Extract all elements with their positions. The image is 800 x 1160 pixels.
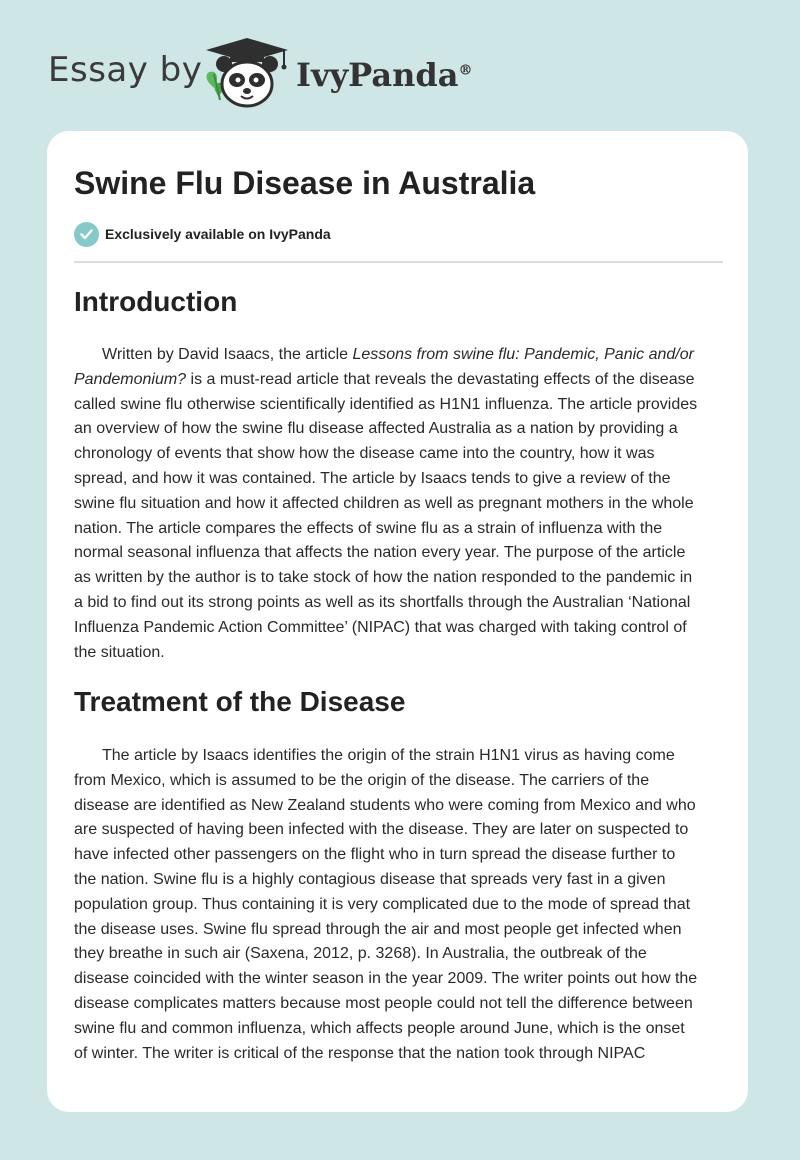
- section-heading-treatment: Treatment of the Disease: [74, 686, 406, 717]
- brand-prefix: Essay by: [48, 50, 203, 90]
- paragraph-line: normal seasonal influenza that affects the nation every year. The purpose of the article: [74, 544, 686, 562]
- paragraph-line: are suspected of having been infected with the disease. They are later on suspected to: [74, 821, 689, 839]
- section-heading-introduction: Introduction: [74, 286, 238, 317]
- paragraph-line: disease coincided with the winter season in the year 2009. The writer points out how the: [74, 970, 698, 988]
- essay-title: Swine Flu Disease in Australia: [74, 165, 536, 201]
- paragraph-line: The article by Isaacs identifies the origin of the strain H1N1 virus as having come: [102, 747, 675, 764]
- paragraph-line: have infected other passengers on the flight who in turn spread the disease further to: [74, 846, 676, 864]
- paragraph-line: an overview of how the swine flu disease affected Australia as a nation by providing a: [74, 420, 678, 438]
- paragraph-line: from Mexico, which is assumed to be the origin of the disease. The carriers of the: [74, 771, 650, 789]
- paragraph-line: they breathe in such air (Saxena, 2012, p. 3268). In Australia, the outbreak of the: [74, 945, 647, 963]
- paragraph-line: Written by David Isaacs, the article Lessons from swine flu: Pandemic, Panic and/or: [102, 346, 694, 363]
- brand-name[interactable]: IvyPanda®: [296, 56, 473, 94]
- paragraph-line: swine flu and common influenza, which affects people around June, which is the onset: [74, 1019, 685, 1037]
- panda-logo-icon[interactable]: [200, 34, 295, 109]
- paragraph-line: the disease uses. Swine flu spread through the air and most people get infected when: [74, 920, 682, 938]
- article-title-citation: Pandemonium?: [74, 370, 187, 388]
- checkmark-icon: [74, 222, 99, 247]
- paragraph-treatment: [74, 744, 723, 1066]
- divider: [74, 261, 723, 263]
- paragraph-line: as written by the author is to take stock of how the nation responded to the pandemic in: [74, 569, 693, 587]
- paragraph-line: chronology of events that show how the disease came into the country, how it was: [74, 445, 655, 463]
- article-title-citation: Lessons from swine flu: Pandemic, Panic and/or: [352, 346, 694, 363]
- paragraph-line: swine flu situation and how it affected children as well as pregnant mothers in the whole: [74, 494, 694, 512]
- paragraph-introduction: [74, 343, 723, 665]
- paragraph-line: disease complicates matters because most people could not tell the difference between: [74, 994, 693, 1012]
- paragraph-line: Influenza Pandemic Action Committee’ (NIPAC) that was charged with taking control of: [74, 618, 687, 636]
- paragraph-line: spread, and how it was contained. The article by Isaacs tends to give a review of the: [74, 469, 671, 487]
- paragraph-line: nation. The article compares the effects of swine flu as a strain of influenza with the: [74, 519, 663, 537]
- paragraph-line: disease are identified as New Zealand students who were coming from Mexico and who: [74, 796, 696, 814]
- paragraph-line: a bid to find out its strong points as well as its shortfalls through the Australian ‘National: [74, 593, 691, 611]
- essay-card: [47, 131, 748, 1112]
- paragraph-line: called swine flu otherwise scientifically identified as H1N1 influenza. The article provides: [74, 395, 698, 413]
- paragraph-line: population group. Thus containing it is very complicated due to the mode of spread that: [74, 895, 691, 913]
- exclusive-badge: [74, 221, 331, 247]
- exclusive-label: Exclusively available on IvyPanda: [105, 226, 331, 242]
- paragraph-line: the nation. Swine flu is a highly contagious disease that spreads very fast in a given: [74, 870, 666, 888]
- paragraph-line: the situation.: [74, 643, 165, 661]
- paragraph-line: Pandemonium? is a must-read article that reveals the devastating effects of the disease: [74, 370, 695, 388]
- site-header: [0, 0, 800, 130]
- paragraph-line: of winter. The writer is critical of the response that the nation took through NIPAC: [74, 1044, 646, 1062]
